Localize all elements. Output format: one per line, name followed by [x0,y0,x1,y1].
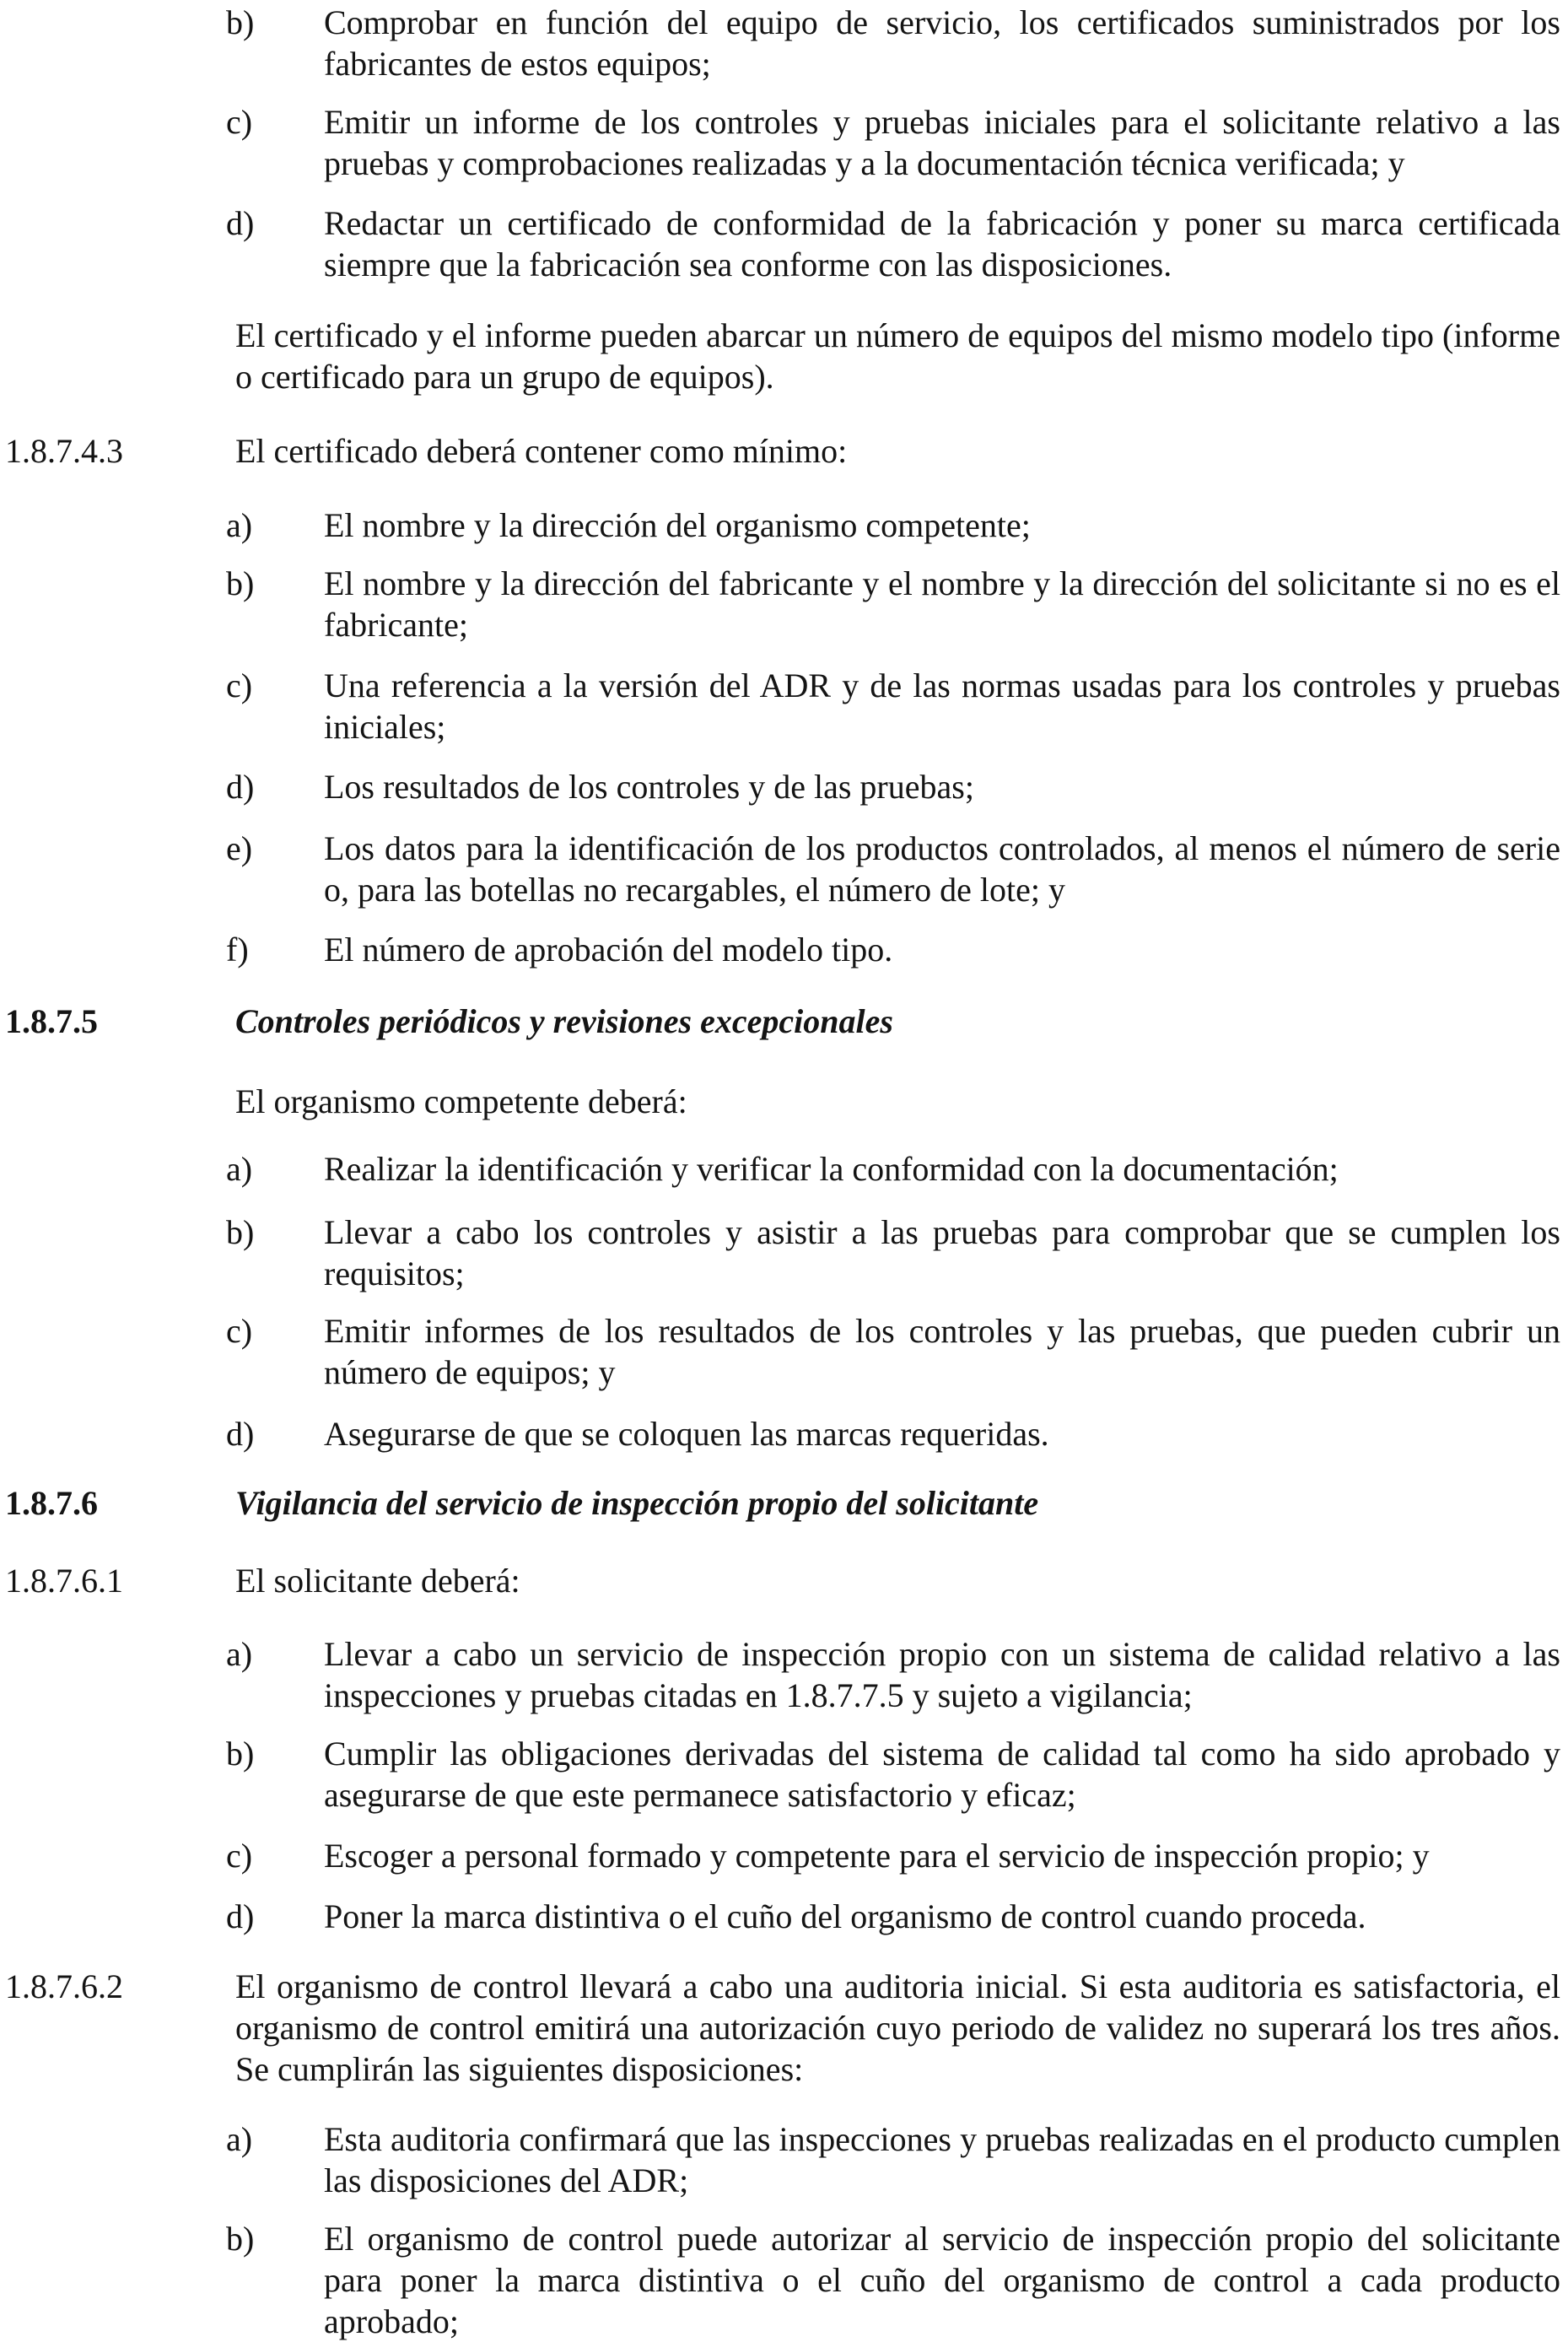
list-item-text: El número de aprobación del modelo tipo. [324,931,893,969]
list-item-text: Llevar a cabo los controles y asistir a las pruebas para comprobar que se cumplen los requisitos; [324,1213,1560,1292]
list-item-text: Emitir informes de los resultados de los controles y las pruebas, que pueden cubrir un número de equipos; y [324,1312,1560,1391]
list-item-label: a) [226,2120,253,2158]
list-item-label: a) [226,1635,253,1673]
list-item-text: Comprobar en función del equipo de servicio, los certificados suministrados por los fabricantes de estos equipos; [324,3,1560,83]
list-item-text: Llevar a cabo un servicio de inspección propio con un sistema de calidad relativo a las inspecciones y pruebas citadas en 1.8.7.7.5 y sujeto a vigilancia; [324,1635,1560,1714]
list-item-label: b) [226,564,255,602]
list-item-text: Los datos para la identificación de los productos controlados, al menos el número de serie o, para las botellas no recargables, el número de lote; y [324,829,1560,909]
list-item-label: e) [226,829,253,867]
list-item-text: Asegurarse de que se coloquen las marcas requeridas. [324,1415,1049,1453]
section-text: El organismo de control llevará a cabo una auditoria inicial. Si esta auditoria es satisfactoria, el organismo de control emitirá una autorización cuyo periodo de validez no superará los tres años. Se cumplirán las siguientes disposiciones: [235,1967,1560,2088]
list-item-text: Una referencia a la versión del ADR y de las normas usadas para los controles y pruebas iniciales; [324,666,1560,746]
list-item-text: Redactar un certificado de conformidad de la fabricación y poner su marca certificada siempre que la fabricación sea conforme con las disposiciones. [324,204,1560,283]
section-title: Vigilancia del servicio de inspección propio del solicitante [235,1484,1039,1522]
list-item-text: Poner la marca distintiva o el cuño del organismo de control cuando proceda. [324,1897,1366,1935]
list-item-label: b) [226,1735,255,1773]
section-number: 1.8.7.5 [5,1002,98,1040]
list-item-label: d) [226,1897,255,1935]
list-item-label: b) [226,3,255,41]
list-item-text: Emitir un informe de los controles y pruebas iniciales para el solicitante relativo a las pruebas y comprobaciones realizadas y a la documentación técnica verificada; y [324,103,1560,182]
list-item-label: c) [226,1837,253,1875]
list-item-label: f) [226,931,249,969]
list-item-text: Realizar la identificación y verificar la conformidad con la documentación; [324,1150,1339,1188]
list-item-text: El nombre y la dirección del organismo competente; [324,506,1031,544]
section-number: 1.8.7.4.3 [5,432,123,470]
section-number: 1.8.7.6.1 [5,1562,123,1600]
section-number: 1.8.7.6.2 [5,1967,123,2005]
list-item-text: El nombre y la dirección del fabricante y el nombre y la dirección del solicitante si no es el fabricante; [324,564,1560,644]
list-item-text: Escoger a personal formado y competente para el servicio de inspección propio; y [324,1837,1430,1875]
paragraph-text: El certificado y el informe pueden abarcar un número de equipos del mismo modelo tipo (informe o certificado para un grupo de equipos). [235,316,1560,396]
list-item-text: El organismo de control puede autorizar al servicio de inspección propio del solicitante para poner la marca distintiva o el cuño del organismo de control a cada producto aprobado; [324,2220,1560,2340]
paragraph-text: El organismo competente deberá: [235,1082,687,1120]
list-item-label: c) [226,1312,253,1350]
list-item-text: Cumplir las obligaciones derivadas del sistema de calidad tal como ha sido aprobado y asegurarse de que este permanece satisfactorio y eficaz; [324,1735,1560,1814]
list-item-label: d) [226,768,255,806]
list-item-label: c) [226,666,253,704]
list-item-label: b) [226,2220,255,2258]
list-item-label: d) [226,1415,255,1453]
list-item-label: c) [226,103,253,141]
list-item-label: a) [226,506,253,544]
section-title: Controles periódicos y revisiones excepcionales [235,1002,893,1040]
section-number: 1.8.7.6 [5,1484,98,1522]
list-item-label: d) [226,204,255,242]
list-item-text: Esta auditoria confirmará que las inspecciones y pruebas realizadas en el producto cumplen las disposiciones del ADR; [324,2120,1560,2199]
list-item-label: b) [226,1213,255,1251]
list-item-text: Los resultados de los controles y de las pruebas; [324,768,974,806]
list-item-label: a) [226,1150,253,1188]
section-text: El solicitante deberá: [235,1562,520,1600]
section-text: El certificado deberá contener como mínimo: [235,432,848,470]
